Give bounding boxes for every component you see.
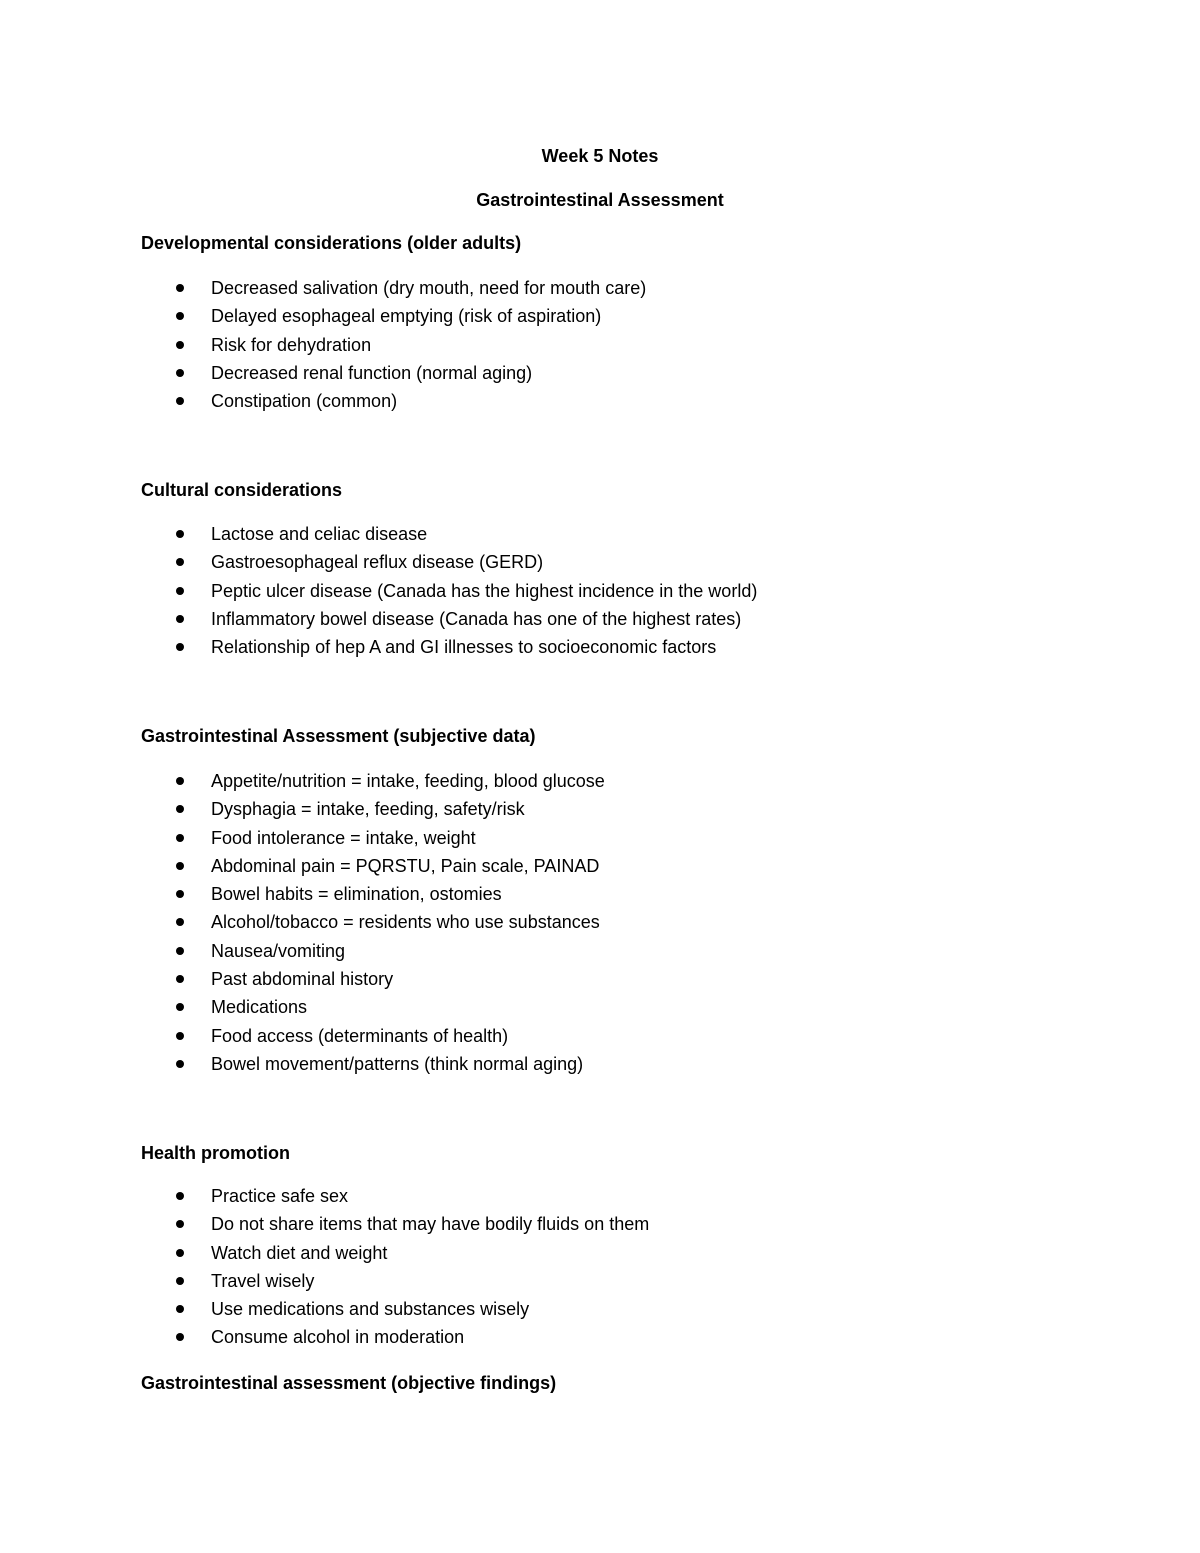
bullet-list: [141, 523, 1081, 664]
bullet-icon: [176, 1333, 184, 1341]
bullet-icon: [176, 862, 184, 870]
list-item: Gastroesophageal reflux disease (GERD): [141, 551, 1081, 579]
bullet-icon: [176, 397, 184, 405]
bullet-icon: [176, 312, 184, 320]
bullet-icon: [176, 1277, 184, 1285]
bullet-icon: [176, 777, 184, 785]
bullet-icon: [176, 975, 184, 983]
section-heading: Gastrointestinal Assessment (subjective data): [141, 726, 536, 746]
bullet-icon: [176, 834, 184, 842]
section-subjective-data: [141, 725, 1081, 1081]
list-item: Medications: [141, 996, 1081, 1024]
bullet-list: [141, 770, 1081, 1081]
bullet-icon: [176, 1060, 184, 1068]
list-item: Food intolerance = intake, weight: [141, 827, 1081, 855]
document-title: Week 5 Notes: [541, 146, 659, 166]
list-item: Dysphagia = intake, feeding, safety/risk: [141, 798, 1081, 826]
bullet-list: [141, 1185, 1081, 1355]
list-item: Decreased salivation (dry mouth, need for mouth care): [141, 277, 1081, 305]
list-item: Constipation (common): [141, 390, 1081, 418]
list-item: Past abdominal history: [141, 968, 1081, 996]
list-item: Delayed esophageal emptying (risk of aspiration): [141, 305, 1081, 333]
bullet-icon: [176, 587, 184, 595]
section-heading: Health promotion: [141, 1143, 290, 1163]
list-item: Alcohol/tobacco = residents who use substances: [141, 911, 1081, 939]
list-item: Nausea/vomiting: [141, 940, 1081, 968]
bullet-icon: [176, 947, 184, 955]
section-developmental-considerations: [141, 232, 1081, 418]
list-item: Practice safe sex: [141, 1185, 1081, 1213]
list-item: Appetite/nutrition = intake, feeding, blood glucose: [141, 770, 1081, 798]
list-item: Risk for dehydration: [141, 334, 1081, 362]
bullet-icon: [176, 643, 184, 651]
list-item: Bowel movement/patterns (think normal aging): [141, 1053, 1081, 1081]
list-item: Do not share items that may have bodily fluids on them: [141, 1213, 1081, 1241]
list-item: Watch diet and weight: [141, 1242, 1081, 1270]
bullet-icon: [176, 805, 184, 813]
list-item: Peptic ulcer disease (Canada has the highest incidence in the world): [141, 580, 1081, 608]
list-item: Inflammatory bowel disease (Canada has one of the highest rates): [141, 608, 1081, 636]
bullet-icon: [176, 918, 184, 926]
bullet-icon: [176, 1032, 184, 1040]
bullet-icon: [176, 1003, 184, 1011]
section-heading: Cultural considerations: [141, 480, 343, 500]
list-item: Food access (determinants of health): [141, 1025, 1081, 1053]
bullet-icon: [176, 615, 184, 623]
bullet-icon: [176, 284, 184, 292]
section-heading: Developmental considerations (older adults): [141, 233, 522, 253]
list-item: Bowel habits = elimination, ostomies: [141, 883, 1081, 911]
bullet-list: [141, 277, 1081, 418]
section-health-promotion: [141, 1142, 1081, 1355]
bullet-icon: [176, 369, 184, 377]
list-item: Abdominal pain = PQRSTU, Pain scale, PAINAD: [141, 855, 1081, 883]
bullet-icon: [176, 1220, 184, 1228]
section-cultural-considerations: [141, 479, 1081, 664]
list-item: Consume alcohol in moderation: [141, 1326, 1081, 1354]
list-item: Decreased renal function (normal aging): [141, 362, 1081, 390]
list-item: Lactose and celiac disease: [141, 523, 1081, 551]
bullet-icon: [176, 558, 184, 566]
section-objective-findings: [141, 1372, 1081, 1394]
list-item: Use medications and substances wisely: [141, 1298, 1081, 1326]
bullet-icon: [176, 1249, 184, 1257]
bullet-icon: [176, 890, 184, 898]
bullet-icon: [176, 1305, 184, 1313]
bullet-icon: [176, 341, 184, 349]
bullet-icon: [176, 1192, 184, 1200]
list-item: Relationship of hep A and GI illnesses to socioeconomic factors: [141, 636, 1081, 664]
bullet-icon: [176, 530, 184, 538]
document-subtitle: Gastrointestinal Assessment: [476, 190, 724, 210]
section-heading: Gastrointestinal assessment (objective findings): [141, 1373, 557, 1393]
list-item: Travel wisely: [141, 1270, 1081, 1298]
